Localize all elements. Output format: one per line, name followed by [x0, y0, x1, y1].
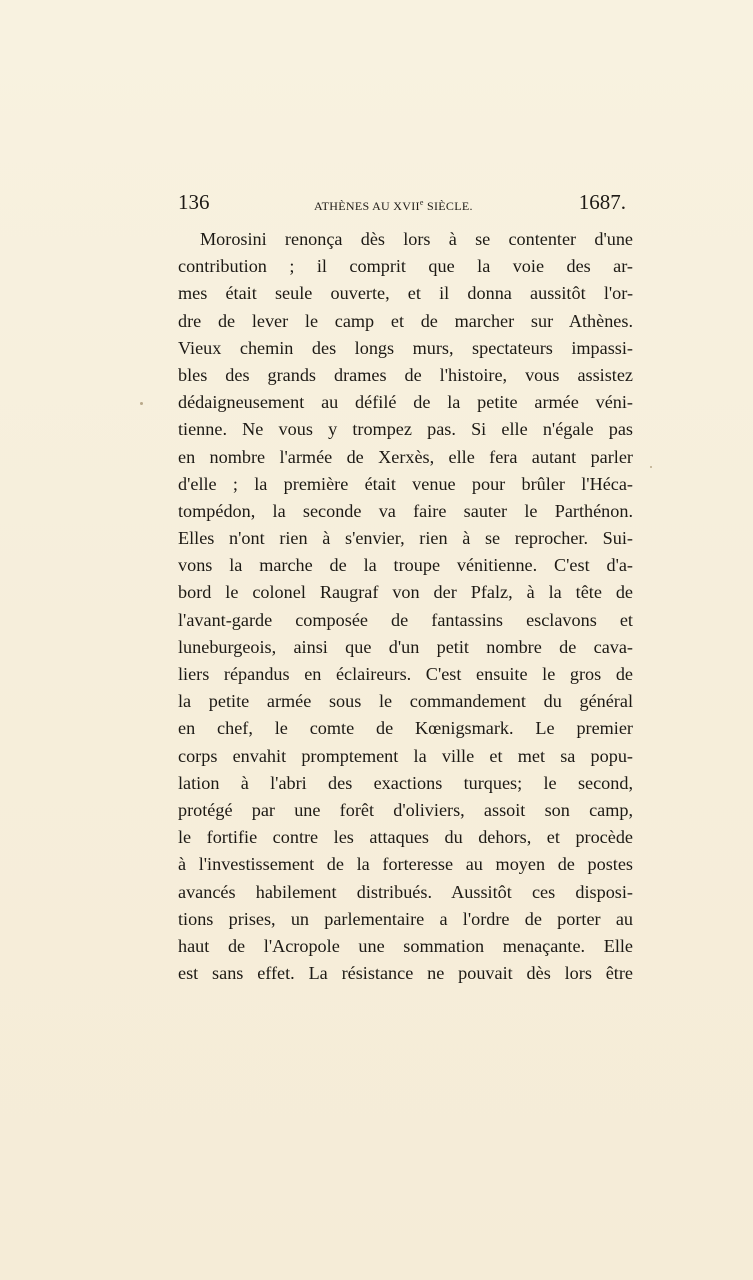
text-line: Vieux chemin des longs murs, spectateurs impassi-	[178, 337, 633, 358]
text-line: en nombre l'armée de Xerxès, elle fera autant parler	[178, 446, 633, 467]
paper-speck	[140, 402, 143, 405]
text-line: à l'investissement de la forteresse au moyen de postes	[178, 854, 633, 875]
running-head-suffix: SIÈCLE.	[423, 199, 473, 213]
page-header	[172, 190, 634, 220]
text-line: mes était seule ouverte, et il donna aussitôt l'or-	[178, 283, 633, 304]
year-marker: 1687.	[578, 190, 626, 214]
text-line: est sans effet. La résistance ne pouvait dès lors être	[178, 963, 633, 984]
text-line: l'avant-garde composée de fantassins esclavons et	[178, 609, 633, 630]
text-line: le fortifie contre les attaques du dehors, et procède	[178, 827, 633, 848]
text-line: bles des grands drames de l'histoire, vous assistez	[178, 364, 633, 385]
paper-speck	[650, 466, 652, 468]
body-text	[178, 226, 633, 987]
page-number: 136	[178, 190, 210, 214]
text-line: dédaigneusement au défilé de la petite armée véni-	[178, 392, 633, 413]
text-line: haut de l'Acropole une sommation menaçante. Elle	[178, 935, 633, 956]
text-line: tompédon, la seconde va faire sauter le Parthénon.	[178, 500, 633, 521]
text-line: contribution ; il comprit que la voie des ar-	[178, 256, 633, 277]
text-line: tions prises, un parlementaire a l'ordre de porter au	[178, 908, 633, 929]
text-line: protégé par une forêt d'oliviers, assoit son camp,	[178, 799, 633, 820]
text-line: bord le colonel Raugraf von der Pfalz, à la tête de	[178, 582, 633, 603]
text-line: avancés habilement distribués. Aussitôt ces disposi-	[178, 881, 633, 902]
text-line: luneburgeois, ainsi que d'un petit nombre de cava-	[178, 636, 633, 657]
text-line: la petite armée sous le commandement du général	[178, 691, 633, 712]
running-head-superscript: e	[419, 198, 424, 207]
text-line: tienne. Ne vous y trompez pas. Si elle n'égale pas	[178, 419, 633, 440]
text-line: en chef, le comte de Kœnigsmark. Le premier	[178, 718, 633, 739]
text-line: vons la marche de la troupe vénitienne. C'est d'a-	[178, 555, 633, 576]
text-line: Morosini renonça dès lors à se contenter d'une	[200, 229, 633, 249]
text-line: Elles n'ont rien à s'envier, rien à se reprocher. Sui-	[178, 528, 633, 549]
text-line: liers répandus en éclaireurs. C'est ensuite le gros de	[178, 664, 633, 684]
running-head	[314, 195, 473, 214]
text-line: lation à l'abri des exactions turques; le second,	[178, 772, 633, 793]
running-head-title: ATHÈNES AU XVII	[314, 199, 420, 213]
text-line: dre de lever le camp et de marcher sur Athènes.	[178, 310, 633, 331]
text-line: corps envahit promptement la ville et met sa popu-	[178, 745, 633, 766]
text-line: d'elle ; la première était venue pour brûler l'Héca-	[178, 473, 633, 494]
